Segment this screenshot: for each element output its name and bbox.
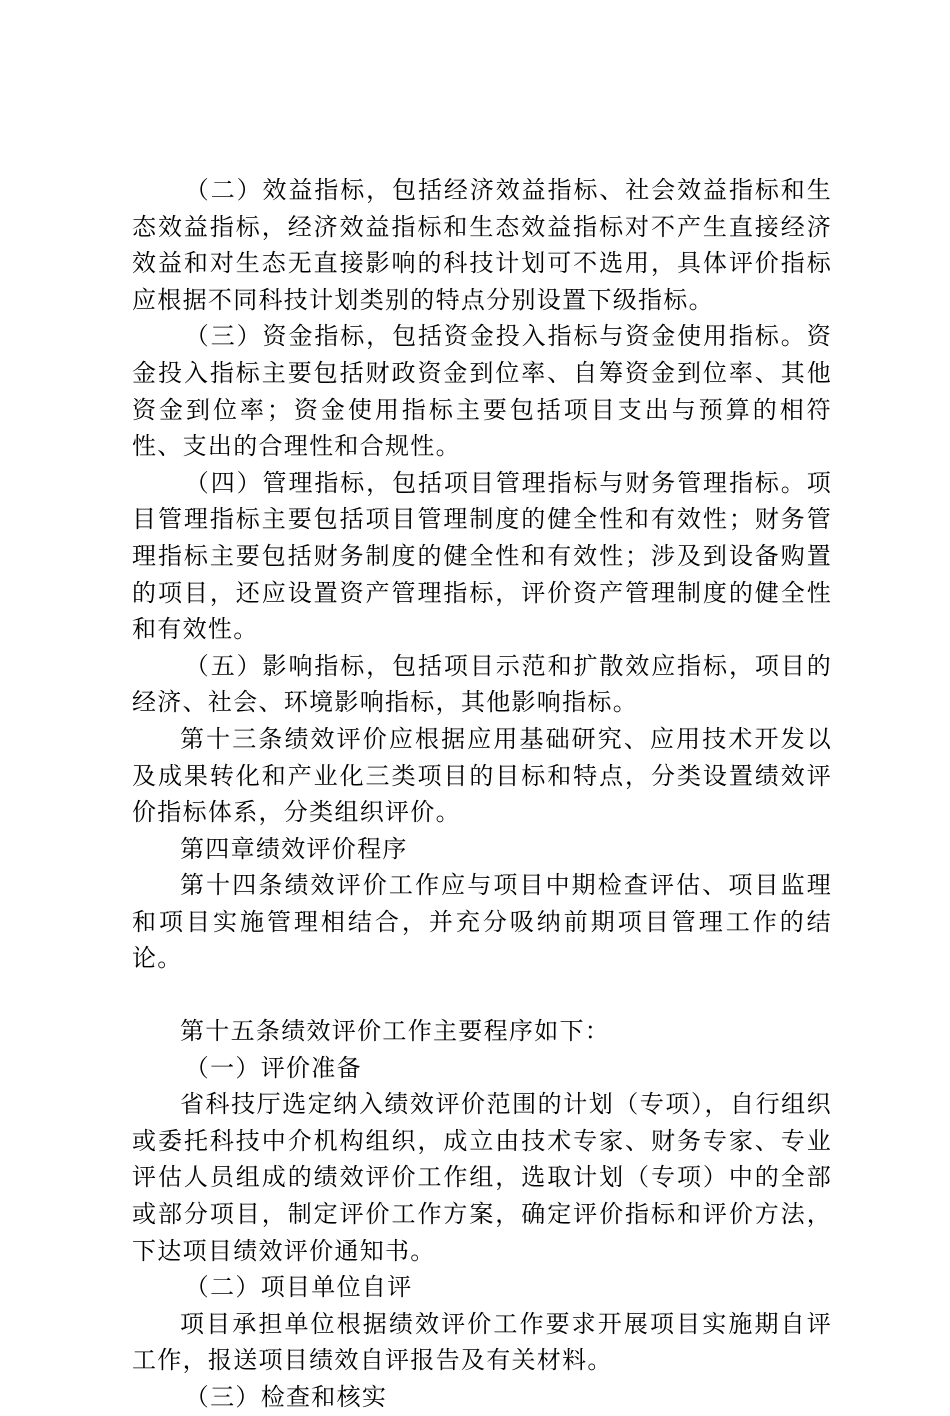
document-body [132,172,832,1416]
paragraph-article-15: 第十五条绩效评价工作主要程序如下： [180,1017,611,1046]
paragraph-step-self-evaluation: 项目承担单位根据绩效评价工作要求开展项目实施期自评工作，报送项目绩效自评报告及有关材料。 [132,1309,832,1375]
chapter-heading: 第四章绩效评价程序 [180,834,408,863]
paragraph-step-preparation: 省科技厅选定纳入绩效评价范围的计划（专项），自行组织或委托科技中介机构组织，成立由技术专家、财务专家、专业评估人员组成的绩效评价工作组，选取计划（专项）中的全部或部分项目，制定评价工作方案，确定评价指标和评价方法，下达项目绩效评价通知书。 [132,1090,832,1265]
paragraph-benefit-indicators: （二）效益指标，包括经济效益指标、社会效益指标和生态效益指标，经济效益指标和生态效益指标对不产生直接经济效益和对生态无直接影响的科技计划可不选用，具体评价指标应根据不同科技计划类别的特点分别设置下级指标。 [132,176,832,314]
paragraph-spacer [132,977,832,1013]
paragraph-step-preparation-title: （一）评价准备 [184,1053,362,1082]
paragraph-article-13: 第十三条绩效评价应根据应用基础研究、应用技术开发以及成果转化和产业化三类项目的目标和特点，分类设置绩效评价指标体系，分类组织评价。 [132,724,832,827]
paragraph-impact-indicators: （五）影响指标，包括项目示范和扩散效应指标，项目的经济、社会、环境影响指标，其他影响指标。 [132,651,832,717]
paragraph-step-inspection-title: （三）检查和核实 [184,1383,388,1411]
paragraph-step-self-evaluation-title: （二）项目单位自评 [184,1273,413,1302]
paragraph-management-indicators: （四）管理指标，包括项目管理指标与财务管理指标。项目管理指标主要包括项目管理制度的健全性和有效性；财务管理指标主要包括财务制度的健全性和有效性；涉及到设备购置的项目，还应设置资产管理指标，评价资产管理制度的健全性和有效性。 [132,468,832,644]
paragraph-article-14: 第十四条绩效评价工作应与项目中期检查评估、项目监理和项目实施管理相结合，并充分吸纳前期项目管理工作的结论。 [132,871,832,973]
paragraph-funding-indicators: （三）资金指标，包括资金投入指标与资金使用指标。资金投入指标主要包括财政资金到位率、自筹资金到位率、其他资金到位率；资金使用指标主要包括项目支出与预算的相符性、支出的合理性和合规性。 [132,322,832,461]
